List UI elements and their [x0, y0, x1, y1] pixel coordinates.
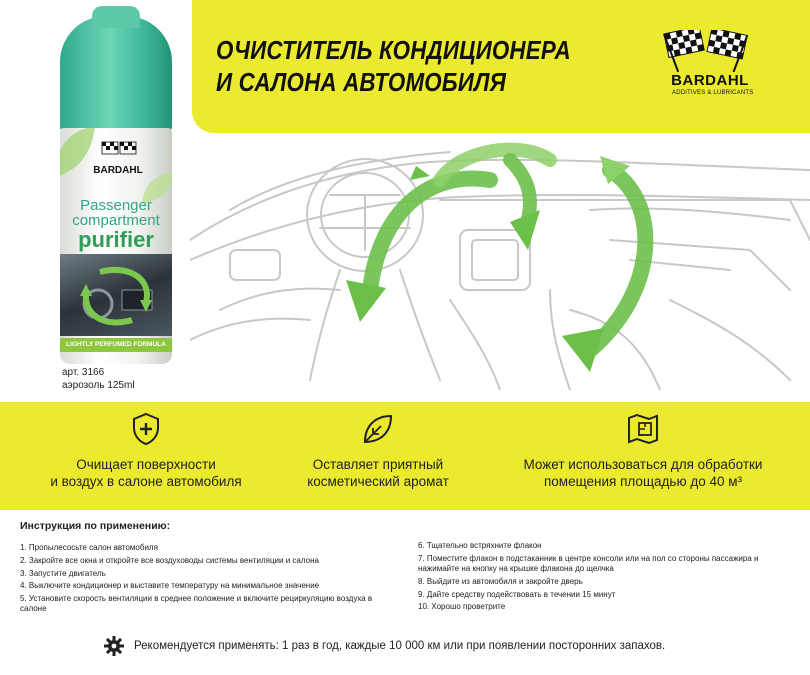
list-item: 9. Дайте средству подействовать в течении 15 минут	[418, 589, 616, 599]
can-nozzle	[92, 6, 140, 28]
feature-line: косметический аромат	[307, 474, 449, 489]
top-banner	[192, 0, 810, 133]
leaf-icon	[361, 412, 395, 446]
feature-text	[36, 456, 256, 490]
product-article: арт. 3166	[62, 367, 105, 378]
feature-line: помещения площадью до 40 м³	[543, 474, 743, 489]
car-interior-sketch	[190, 140, 810, 390]
floor-plan-icon	[626, 412, 660, 446]
feature-line: и воздух в салоне автомобиля	[50, 474, 242, 489]
instructions-list-right	[418, 541, 798, 615]
list-item: 1. Пропылесосьте салон автомобиля	[20, 543, 158, 552]
list-item: 5. Установите скорость вентиляции в среднее положение и включите рециркуляцию воздуха в салоне	[20, 594, 373, 614]
list-item: 6. Тщательно встряхните флакон	[418, 541, 542, 550]
feature-text	[268, 456, 488, 490]
can-name-line-2: compartment	[72, 212, 160, 229]
feature-line: Оставляет приятный	[312, 457, 444, 472]
shield-plus-icon	[132, 412, 160, 446]
title-line-2: И САЛОНА АВТОМОБИЛЯ	[216, 67, 507, 97]
list-item: 7. Поместите флакон в подстаканник в центре консоли или на пол со стороны пассажира и нажимайте на кнопку на крышке флакона до щелчка	[418, 553, 759, 574]
list-item: 4. Выключите кондиционер и выставите температуру на минимальное значение	[20, 581, 320, 591]
recommendation-text: Рекомендуется применять: 1 раз в год, каждые 10 000 км или при появлении посторонних запахов.	[134, 640, 666, 652]
product-can	[52, 6, 180, 364]
recommendation	[104, 634, 665, 658]
can-name-line-3: purifier	[78, 227, 154, 252]
list-item: 10. Хорошо проветрите	[418, 602, 506, 612]
can-cap	[60, 16, 172, 134]
can-brand	[90, 140, 146, 176]
instructions-title: Инструкция по применению:	[20, 520, 171, 532]
feature-item	[498, 412, 788, 490]
list-item: 8. Выйдите из автомобиля и закройте дверь	[418, 576, 583, 586]
feature-text	[498, 456, 788, 490]
list-item: 3. Запустите двигатель	[20, 568, 106, 578]
can-brand-name: BARDAHL	[93, 165, 143, 176]
product-volume: аэрозоль 125ml	[62, 380, 135, 391]
brand-tagline: ADDITIVES & LUBRICANTS	[672, 90, 754, 96]
feature-item	[36, 412, 256, 490]
feature-line: Очищает поверхности	[76, 457, 216, 472]
can-formula-band: LIGHTLY PERFUMED FORMULA	[60, 338, 172, 352]
feature-line: Может использоваться для обработки	[523, 457, 763, 472]
feature-item	[268, 412, 488, 490]
can-name-line-1: Passenger	[80, 197, 152, 214]
title-line-1: ОЧИСТИТЕЛЬ КОНДИЦИОНЕРА	[216, 35, 571, 65]
checkered-flags-icon	[98, 140, 138, 160]
list-item: 2. Закройте все окна и откройте все воздуховоды системы вентиляции и салона	[20, 555, 319, 565]
gear-icon	[104, 636, 124, 656]
circular-arrows-icon	[60, 254, 172, 336]
instructions-list-left	[20, 543, 380, 617]
can-product-name	[64, 198, 168, 252]
product-meta	[62, 366, 135, 392]
can-label	[60, 128, 172, 364]
page-title	[216, 34, 571, 98]
features-band	[0, 402, 810, 510]
can-dashboard-photo	[60, 254, 172, 336]
bardahl-logo	[650, 30, 770, 102]
brand-name: BARDAHL	[671, 72, 749, 89]
checkered-flags-icon	[656, 30, 764, 72]
